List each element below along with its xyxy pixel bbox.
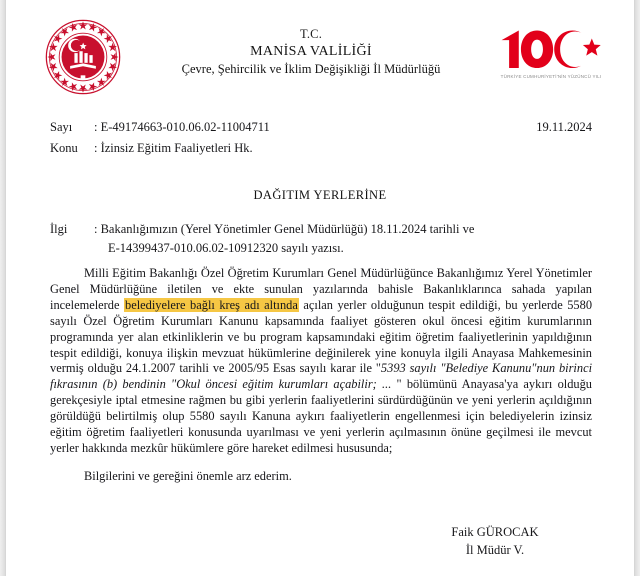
reference-label: İlgi bbox=[50, 222, 68, 236]
page-edge-right bbox=[634, 0, 640, 576]
signatory-name: Faik GÜROCAK bbox=[451, 525, 539, 539]
republic-of-turkiye-ministry-emblem-icon bbox=[44, 18, 122, 96]
reference-line-1: : Bakanlığımızın (Yerel Yönetimler Genel Müdürlüğü) 18.11.2024 tarihli ve bbox=[94, 222, 475, 236]
sayi-value: : E-49174663-010.06.02-11004711 bbox=[94, 120, 270, 134]
signature-block bbox=[398, 524, 592, 560]
body-text-tail: " bölümünü Anayasa'ya aykırı olduğu gerekçesiyle iptal etmesine rağmen bu gibi yerlerin faaliyetlerini sürdürdüğünün ve yeni yerlerin açıldığının görüldüğü belirtilmiş olup 5580 sayılı Kanuna aykırı faaliyetlerin engellenmesi için belediyelerin izinsiz eğitim öğretim faaliyetleri konusunda uyarılması ve yeni yerlerin açılmasının önüne geçilmesi ile mevcut yerler hakkında mezkûr hükümlere göre hareket edilmesi hususunda; bbox=[50, 377, 592, 455]
reference-line-2: E-14399437-010.06.02-10912320 sayılı yazısı. bbox=[108, 241, 344, 256]
centenary-caption: TÜRKİYE CUMHURİYETİ'NİN YÜZÜNCÜ YILI bbox=[500, 74, 602, 80]
meta-row-sayi bbox=[6, 120, 634, 141]
body-paragraph-main bbox=[50, 266, 592, 457]
highlighted-phrase: belediyelere bağlı kreş adı altında bbox=[125, 297, 298, 312]
signatory-title: İl Müdür V. bbox=[465, 542, 525, 557]
distribution-heading: DAĞITIM YERLERİNE bbox=[253, 188, 387, 202]
meta-row-konu bbox=[6, 141, 634, 162]
province-governorship: MANİSA VALİLİĞİ bbox=[250, 43, 372, 59]
konu-value: : İzinsiz Eğitim Faaliyetleri Hk. bbox=[94, 141, 253, 155]
document-header bbox=[6, 0, 634, 100]
document-page bbox=[6, 0, 634, 576]
100th-anniversary-logo-icon bbox=[496, 24, 606, 82]
state-designation: T.C. bbox=[299, 27, 323, 41]
organization-title-block bbox=[136, 26, 486, 77]
konu-label: Konu bbox=[50, 141, 78, 155]
reference-block bbox=[6, 220, 634, 259]
document-date: 19.11.2024 bbox=[536, 120, 592, 134]
quoted-law-text: 5393 sayılı "Belediye Kanunu"nun birinci fıkrasının (b) bendinin "Okul öncesi eğitim kurumları açabilir; ... bbox=[50, 361, 593, 392]
department-name: Çevre, Şehircilik ve İklim Değişikliği İl Müdürlüğü bbox=[181, 61, 441, 76]
body-closing-line: Bilgilerini ve gereğini önemle arz ederim. bbox=[84, 468, 292, 483]
document-meta bbox=[6, 120, 634, 162]
body-text-after-highlight: açılan yerler olduğunun tespit edildiği, bu yerlerde 5580 sayılı Özel Öğretim Kurumları Kanunu kapsamında faaliyet gösteren okul öncesi eğitim kurumlarının programında yer alan etkinliklerin ve bu program kapsamındaki eğitim öğretim faaliyetlerinin yapıldığının tespit edildiği, konuya ilişkin mevzuat hükümlerine değinilerek yine konuyla ilgili Anayasa Mahkemesinin vermiş olduğu 24.1.2007 tarihli ve 2005/95 Esas sayılı karar ile " bbox=[50, 297, 593, 376]
sayi-label: Sayı bbox=[50, 120, 73, 134]
document-body bbox=[50, 266, 592, 485]
body-text-before-highlight: Milli Eğitim Bakanlığı Özel Öğretim Kurumları Genel Müdürlüğünce Bakanlığımız Yerel Yönetimler Genel Müdürlüğüne iletilen ve ekte sunulan yazılarında bahisle Bakanlıklarınca sahada yapılan incelemelerde bbox=[50, 266, 592, 312]
